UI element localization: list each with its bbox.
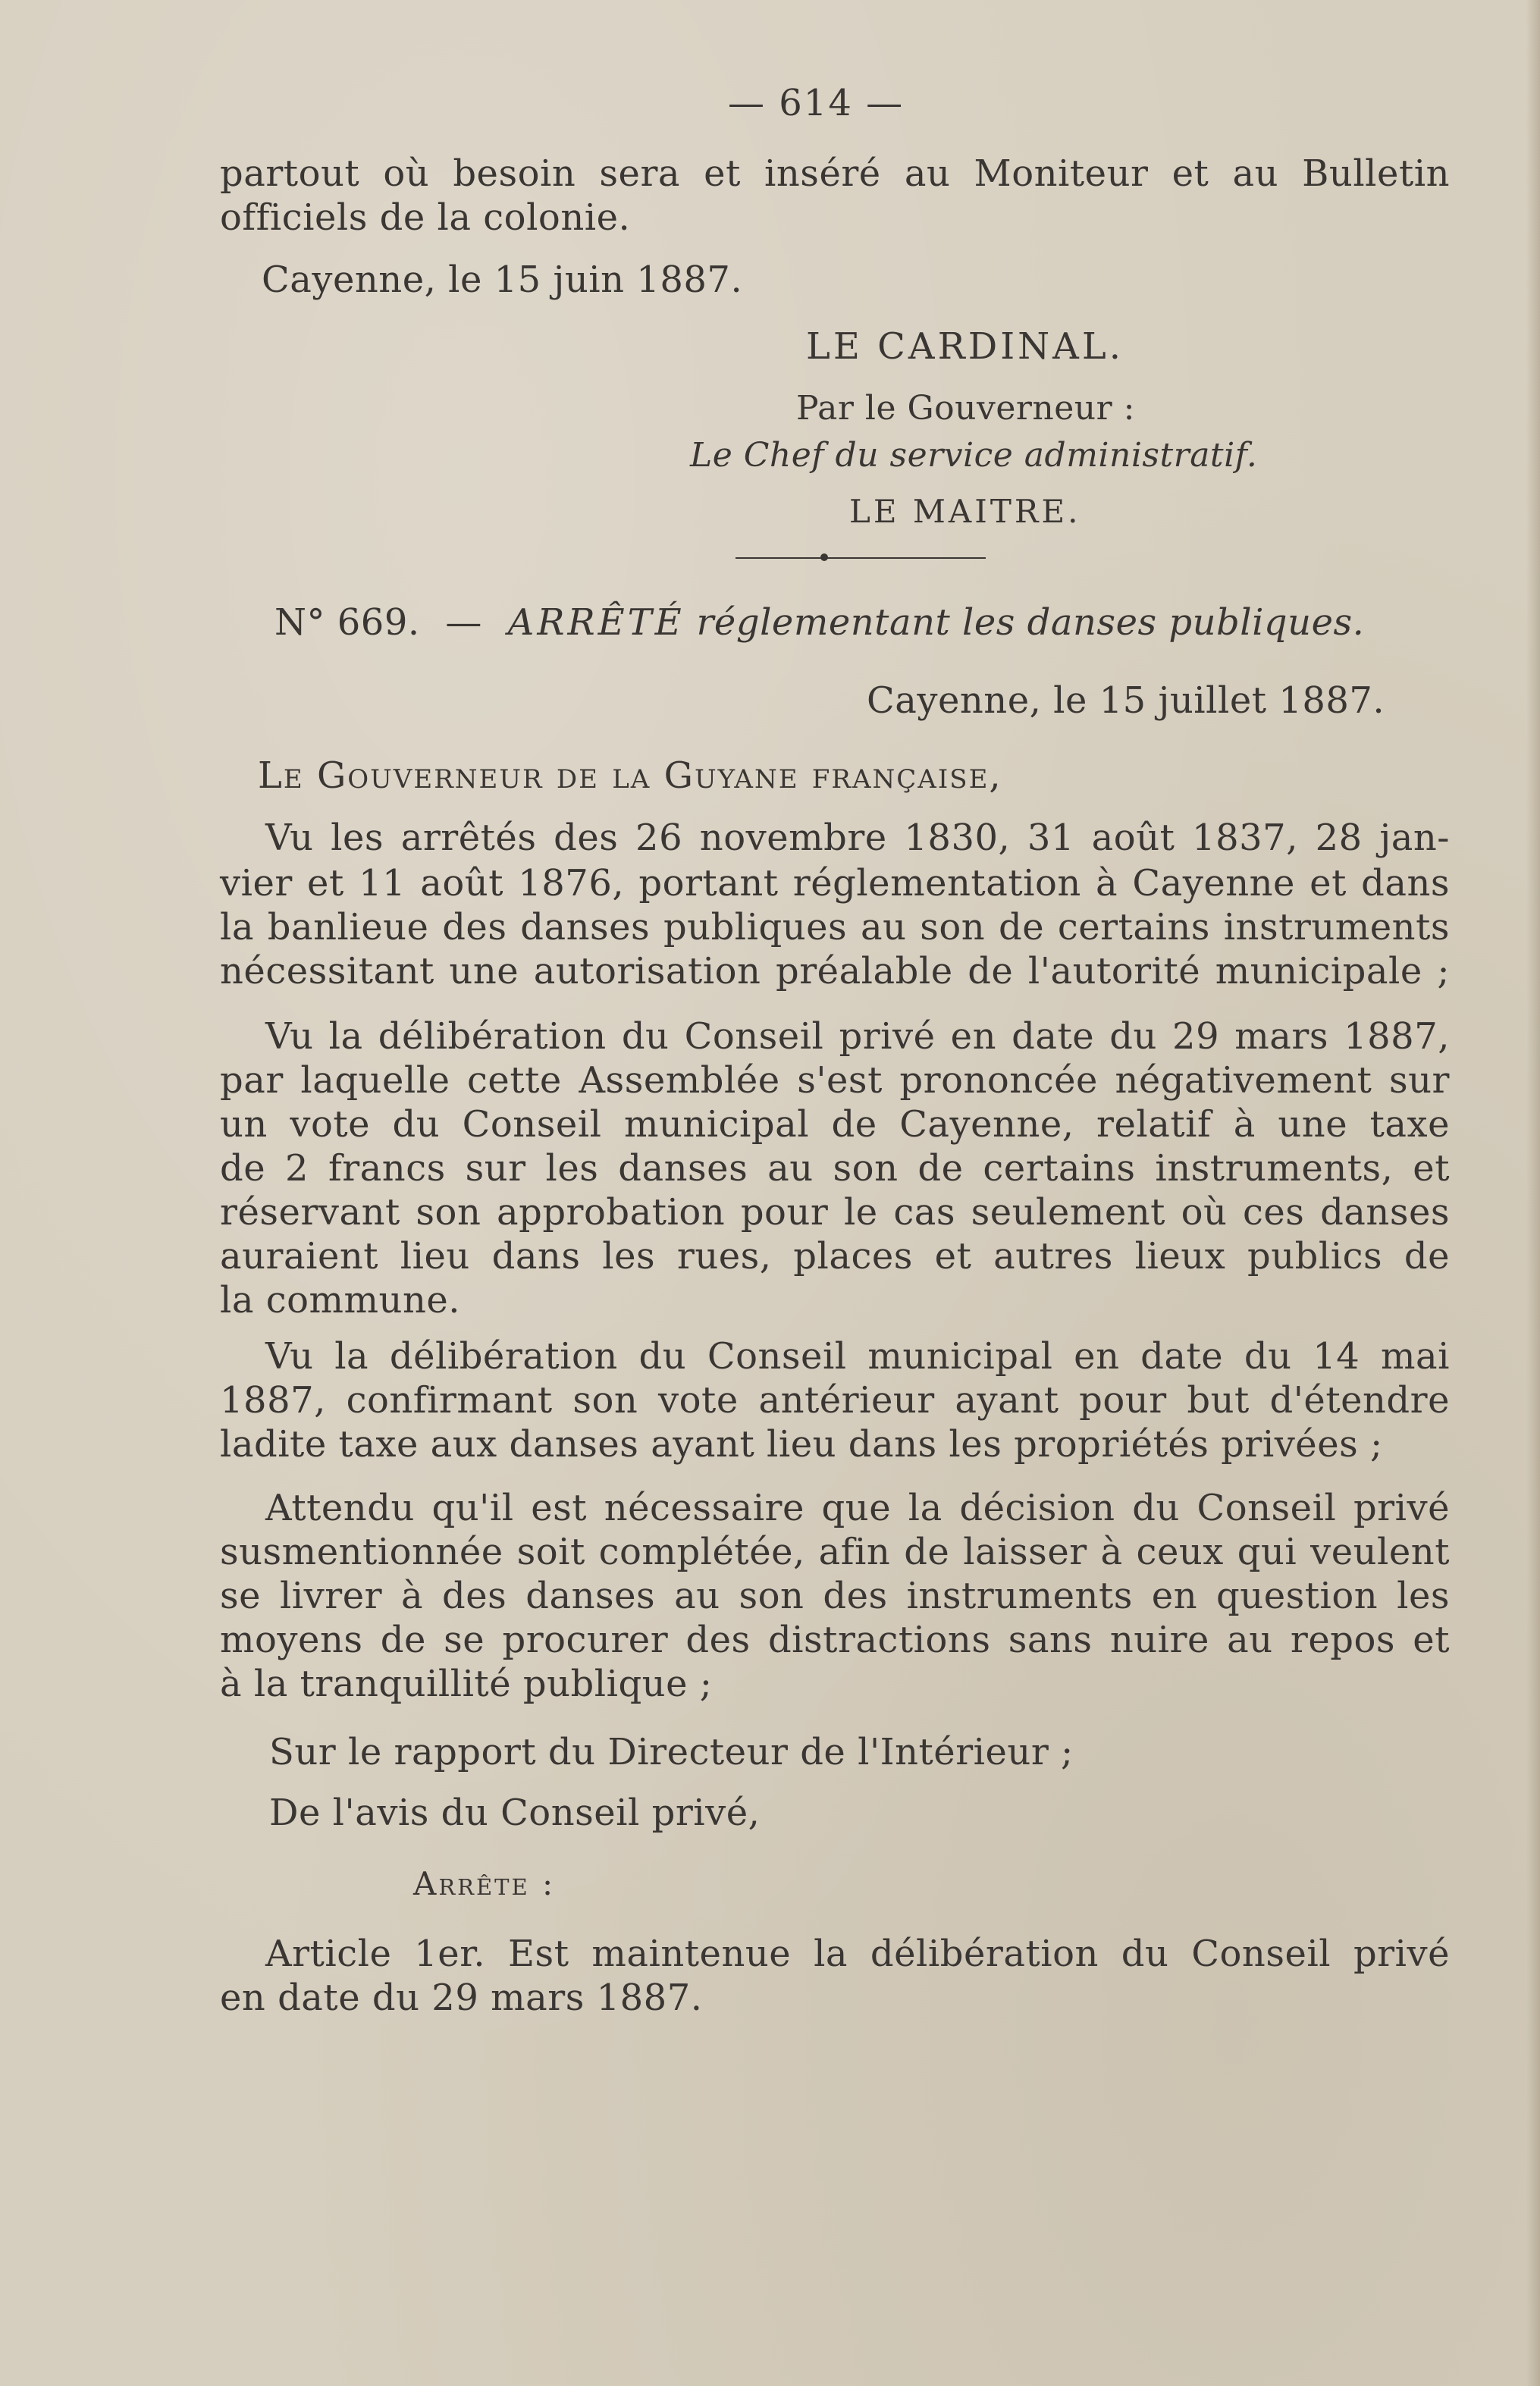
separator-ornament	[820, 553, 828, 561]
article-line: Article 1er. Est maintenue la délibération du Conseil privé	[265, 1933, 1450, 1975]
text-line: la banlieue des danses publiques au son de certains instruments	[220, 906, 1450, 948]
text-line: susmentionnée soit complétée, afin de laisser à ceux qui veulent	[220, 1531, 1450, 1573]
text-line: réservant son approbation pour le cas seulement où ces danses	[220, 1191, 1450, 1234]
text-line: auraient lieu dans les rues, places et autres lieux publics de	[220, 1235, 1450, 1278]
text-line: vier et 11 août 1876, portant réglementation à Cayenne et dans	[220, 862, 1450, 905]
decree-keyword: ARRÊTÉ	[507, 601, 685, 644]
text-line: ladite taxe aux danses ayant lieu dans les propriétés privées ;	[220, 1423, 1383, 1466]
heading-dash: —	[445, 601, 482, 644]
text-line: Attendu qu'il est nécessaire que la décision du Conseil privé	[265, 1487, 1450, 1529]
separator-rule	[735, 557, 986, 559]
text-line: partout où besoin sera et inséré au Moniteur et au Bulletin	[220, 152, 1450, 195]
text-line: Vu la délibération du Conseil privé en date du 29 mars 1887,	[265, 1015, 1450, 1058]
text-line: à la tranquillité publique ;	[220, 1663, 713, 1705]
decree-subject: réglementant les danses publiques.	[696, 601, 1365, 644]
text-line: moyens de se procurer des distractions sans nuire au repos et	[220, 1619, 1450, 1661]
text-line: 1887, confirmant son vote antérieur ayant pour but d'étendre	[220, 1379, 1450, 1422]
text-line: se livrer à des danses au son des instruments en question les	[220, 1575, 1450, 1617]
text-line: nécessitant une autorisation préalable de l'autorité municipale ;	[220, 950, 1450, 992]
chief-name: LE MAITRE.	[849, 493, 1081, 530]
by-governor: Par le Gouverneur :	[796, 389, 1135, 428]
article-line: en date du 29 mars 1887.	[220, 1977, 703, 2019]
arrete-heading: Arrête :	[413, 1865, 556, 1902]
text-line: un vote du Conseil municipal de Cayenne, relatif à une taxe	[220, 1103, 1450, 1146]
text-line: la commune.	[220, 1279, 461, 1322]
text-line: de 2 francs sur les danses au son de certains instruments, et	[220, 1147, 1450, 1190]
decree-date: Cayenne, le 15 juillet 1887.	[867, 679, 1385, 722]
advice-line: De l'avis du Conseil privé,	[269, 1792, 761, 1834]
page-number: — 614 —	[728, 82, 905, 124]
decree-date: Cayenne, le 15 juin 1887.	[262, 259, 743, 301]
text-line: officiels de la colonie.	[220, 196, 631, 239]
decree-opening: Le Gouverneur de la Guyane française,	[258, 754, 1002, 797]
report-line: Sur le rapport du Directeur de l'Intérieur ;	[269, 1731, 1074, 1773]
signatory: LE CARDINAL.	[806, 325, 1124, 368]
text-line: par laquelle cette Assemblée s'est prononcée négativement sur	[220, 1059, 1450, 1102]
text-line: Vu la délibération du Conseil municipal en date du 14 mai	[265, 1335, 1450, 1378]
chief-title: Le Chef du service administratif.	[690, 436, 1258, 475]
text-line: Vu les arrêtés des 26 novembre 1830, 31 août 1837, 28 jan-	[265, 817, 1450, 859]
decree-number: N° 669.	[274, 601, 420, 644]
page-edge-shadow	[1526, 0, 1540, 2386]
decree-heading	[274, 600, 1364, 644]
